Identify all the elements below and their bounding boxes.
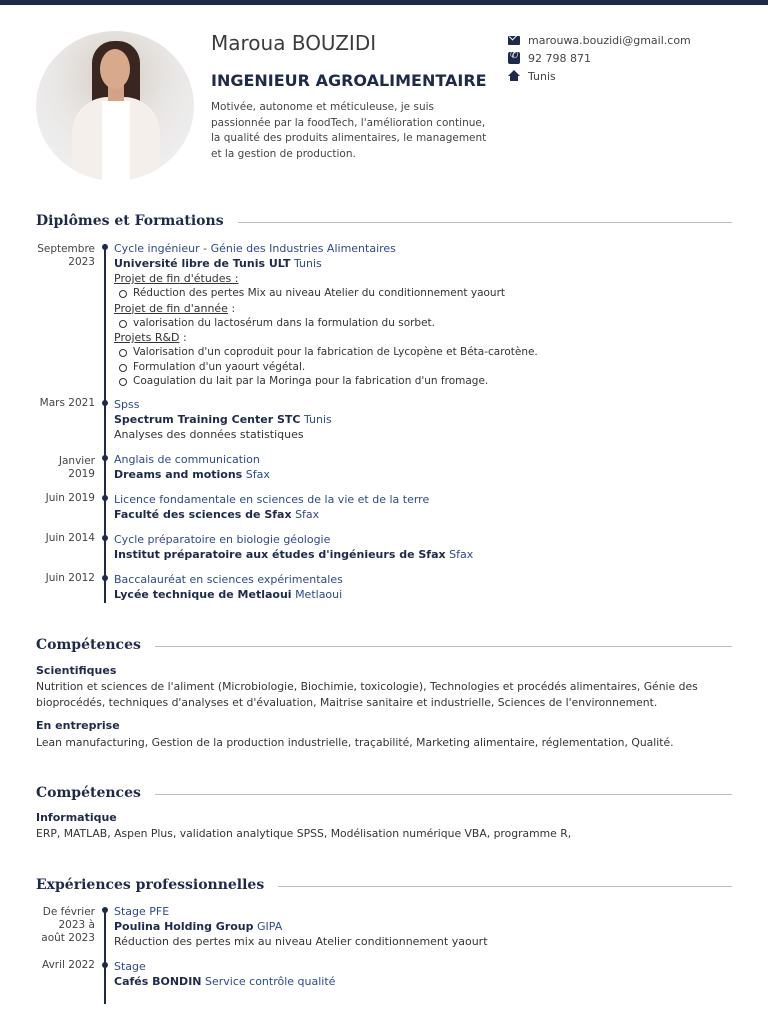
rd-label: Projets R&D bbox=[114, 331, 180, 344]
entry-description: Analyses des données statistiques bbox=[114, 428, 304, 441]
entry-place: Tunis bbox=[303, 413, 332, 426]
entry-org: Université libre de Tunis ULT bbox=[114, 257, 291, 270]
home-icon bbox=[508, 70, 520, 82]
profile-photo bbox=[36, 31, 194, 181]
timeline-bar bbox=[104, 908, 106, 1004]
job-title: INGENIEUR AGROALIMENTAIRE bbox=[211, 71, 487, 90]
pfe-list bbox=[118, 286, 714, 301]
phone-icon bbox=[508, 52, 520, 64]
skill-text: ERP, MATLAB, Aspen Plus, validation analytique SPSS, Modélisation numérique VBA, programme R, bbox=[36, 827, 572, 840]
list-item: Valorisation d'un coproduit pour la fabrication de Lycopène et Béta-carotène. bbox=[118, 345, 714, 360]
entry-org: Poulina Holding Group bbox=[114, 920, 254, 933]
entry-date: Juin 2012 bbox=[45, 572, 95, 584]
entry-role: Anglais de communication bbox=[114, 453, 260, 466]
entry-org: Institut préparatoire aux études d'ingénieurs de Sfax bbox=[114, 548, 446, 561]
top-accent-bar bbox=[0, 0, 768, 5]
section-divider bbox=[140, 794, 732, 795]
timeline-dot bbox=[102, 907, 108, 913]
skill-text: Lean manufacturing, Gestion de la production industrielle, traçabilité, Marketing alimentaire, réglementation, Qualité. bbox=[36, 736, 674, 749]
entry-role: Cycle ingénieur - Génie des Industries Alimentaires bbox=[114, 242, 396, 255]
location-text: Tunis bbox=[528, 69, 556, 83]
list-item: Coagulation du lait par la Moringa pour la fabrication d'un fromage. bbox=[118, 374, 714, 389]
skill-heading: En entreprise bbox=[36, 719, 120, 732]
entry-place: Sfax bbox=[295, 508, 320, 521]
entry-place: Sfax bbox=[449, 548, 474, 561]
entry-date: Avril 2022 bbox=[42, 959, 95, 971]
section-title-experience: Expériences professionnelles bbox=[36, 877, 278, 893]
list-item: Réduction des pertes Mix au niveau Atelier du conditionnement yaourt bbox=[118, 286, 714, 301]
contact-email[interactable] bbox=[508, 31, 691, 49]
section-title-skills: Compétences bbox=[36, 637, 155, 653]
profile-summary: Motivée, autonome et méticuleuse, je suis passionnée par la foodTech, l'amélioration continue, la qualité des produits alimentaires, le management et la gestion de production. bbox=[211, 101, 487, 160]
section-divider bbox=[200, 222, 732, 223]
label-colon: : bbox=[179, 331, 187, 344]
section-title-education: Diplômes et Formations bbox=[36, 213, 238, 229]
timeline-dot bbox=[102, 535, 108, 541]
entry-place: Tunis bbox=[293, 257, 322, 270]
timeline-dot bbox=[102, 495, 108, 501]
timeline-bar bbox=[104, 244, 106, 603]
section-divider bbox=[140, 646, 732, 647]
entry-org: Spectrum Training Center STC bbox=[114, 413, 301, 426]
entry-role: Baccalauréat en sciences expérimentales bbox=[114, 573, 343, 586]
entry-content bbox=[114, 492, 714, 522]
entry-role: Spss bbox=[114, 398, 140, 411]
candidate-name: Maroua BOUZIDI bbox=[211, 31, 377, 55]
timeline-dot bbox=[102, 244, 108, 250]
entry-place: Metlaoui bbox=[295, 588, 343, 601]
entry-date: Janvier 2019 bbox=[58, 455, 95, 480]
entry-content bbox=[114, 241, 714, 389]
contact-location bbox=[508, 67, 691, 85]
entry-date: Septembre 2023 bbox=[37, 243, 95, 268]
list-item: Formulation d'un yaourt végétal. bbox=[118, 360, 714, 375]
timeline-dot bbox=[102, 962, 108, 968]
entry-content bbox=[114, 532, 714, 562]
skill-heading: Informatique bbox=[36, 811, 117, 824]
skill-heading: Scientifiques bbox=[36, 664, 117, 677]
contact-block bbox=[508, 31, 691, 85]
entry-content bbox=[114, 904, 714, 949]
pfa-label: Projet de fin d'année bbox=[114, 301, 228, 315]
entry-org: Lycée technique de Metlaoui bbox=[114, 588, 292, 601]
entry-date: Mars 2021 bbox=[39, 397, 95, 409]
list-item: valorisation du lactosérum dans la formulation du sorbet. bbox=[118, 316, 714, 331]
entry-date: Juin 2019 bbox=[45, 492, 95, 504]
label-colon: : bbox=[227, 301, 236, 315]
section-divider bbox=[244, 886, 732, 887]
skill-text: Nutrition et sciences de l'aliment (Microbiologie, Biochimie, toxicologie), Technologies et procédés alimentaires, Génie des bioprocédés, techniques d'analyses et d'évaluation, Maitrise sanitaire et industrielle, Sciences de l'environnement. bbox=[36, 680, 698, 709]
pfe-label: Projet de fin d'études : bbox=[114, 272, 239, 285]
entry-date: De février 2023 à août 2023 bbox=[41, 906, 95, 944]
entry-description: Réduction des pertes mix au niveau Atelier conditionnement yaourt bbox=[114, 935, 488, 948]
entry-place: Sfax bbox=[245, 468, 270, 481]
entry-content bbox=[114, 959, 714, 989]
phone-text[interactable]: 92 798 871 bbox=[528, 51, 591, 65]
envelope-icon bbox=[508, 36, 520, 45]
entry-role: Licence fondamentale en sciences de la vie et de la terre bbox=[114, 493, 430, 506]
pfa-list bbox=[118, 316, 714, 331]
timeline-dot bbox=[102, 400, 108, 406]
entry-role: Cycle préparatoire en biologie géologie bbox=[114, 533, 331, 546]
section-title-skills-it: Compétences bbox=[36, 785, 155, 801]
entry-content bbox=[114, 572, 714, 602]
entry-role: Stage bbox=[114, 960, 146, 973]
entry-place: GIPA bbox=[257, 920, 283, 933]
entry-date: Juin 2014 bbox=[45, 532, 95, 544]
email-text[interactable]: marouwa.bouzidi@gmail.com bbox=[528, 33, 691, 47]
entry-role: Stage PFE bbox=[114, 905, 170, 918]
timeline-dot bbox=[102, 455, 108, 461]
entry-content bbox=[114, 397, 714, 442]
entry-org: Cafés BONDIN bbox=[114, 975, 202, 988]
entry-org: Dreams and motions bbox=[114, 468, 243, 481]
entry-place: Service contrôle qualité bbox=[205, 975, 336, 988]
contact-phone[interactable] bbox=[508, 49, 691, 67]
rd-list bbox=[118, 345, 714, 389]
timeline-dot bbox=[102, 575, 108, 581]
entry-content bbox=[114, 452, 714, 482]
entry-org: Faculté des sciences de Sfax bbox=[114, 508, 292, 521]
